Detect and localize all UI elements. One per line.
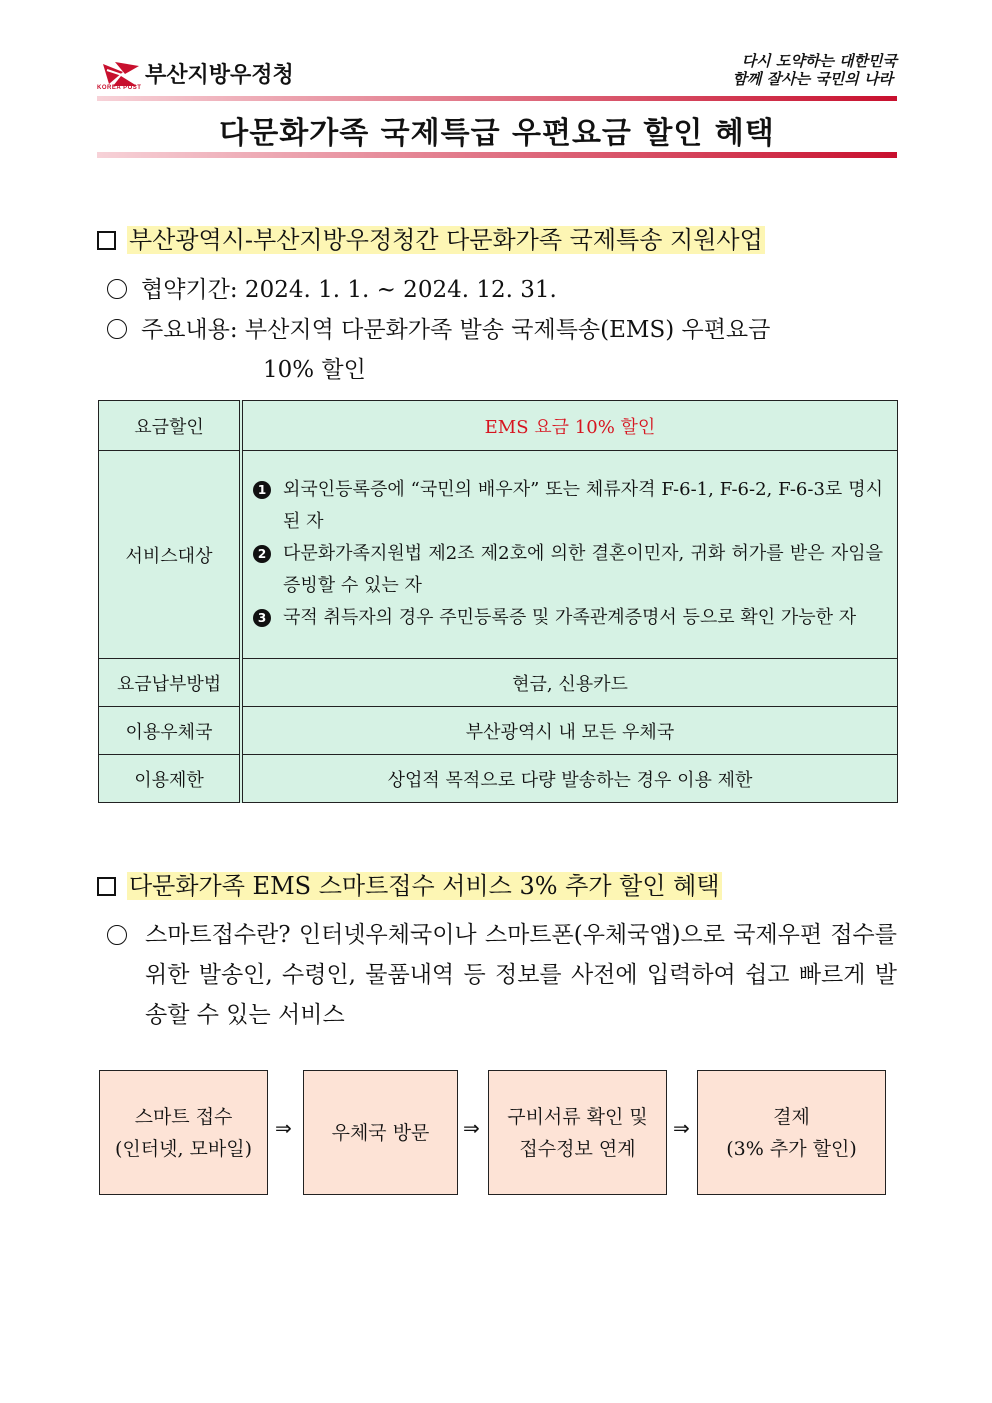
target-text: 다문화가족지원법 제2조 제2호에 의한 결혼이민자, 귀화 허가를 받은 자임을 증빙할 수 있는 자 bbox=[283, 542, 883, 596]
page-title: 다문화가족 국제특급 우편요금 할인 혜택 bbox=[219, 116, 775, 151]
flow-line-2: (3% 추가 할인) bbox=[726, 1137, 857, 1160]
flow-line-1: 구비서류 확인 및 bbox=[507, 1105, 648, 1128]
header bbox=[97, 50, 897, 100]
table-row bbox=[99, 755, 898, 803]
checkbox-square-icon bbox=[97, 231, 116, 250]
table-label: 이용제한 bbox=[99, 755, 242, 803]
table-label: 요금할인 bbox=[99, 401, 242, 451]
target-text: 국적 취득자의 경우 주민등록증 및 가족관계증명서 등으로 확인 가능한 자 bbox=[283, 606, 857, 628]
header-rule bbox=[97, 96, 897, 101]
bullet-agreement-period bbox=[107, 270, 557, 310]
section2-heading-text: 다문화가족 EMS 스마트접수 서비스 3% 추가 할인 혜택 bbox=[129, 872, 720, 900]
table-row bbox=[99, 659, 898, 707]
service-targets bbox=[241, 451, 898, 659]
korea-post-logo-icon bbox=[101, 60, 141, 88]
title-rule bbox=[97, 152, 897, 158]
flow-step-visit-office bbox=[303, 1070, 458, 1195]
flow-line-1: 스마트 접수 bbox=[134, 1105, 233, 1128]
org-name: 부산지방우정청 bbox=[145, 63, 294, 88]
flow-step-document-check bbox=[488, 1070, 667, 1195]
flow-step-payment bbox=[697, 1070, 886, 1195]
smart-reception-description bbox=[107, 915, 897, 1035]
right-arrow-icon: ⇒ bbox=[463, 1116, 480, 1140]
circle-bullet-icon bbox=[107, 319, 127, 339]
flow-line-2: (인터넷, 모바일) bbox=[114, 1137, 253, 1160]
table-row bbox=[99, 401, 898, 451]
table-value: 상업적 목적으로 다량 발송하는 경우 이용 제한 bbox=[241, 755, 898, 803]
bullet-main-content-cont: 10% 할인 bbox=[263, 357, 366, 383]
table-row bbox=[99, 451, 898, 659]
slogan-line-2: 함께 잘사는 국민의 나라 bbox=[732, 70, 893, 88]
bullet-text: 주요내용: 부산지역 다문화가족 발송 국제특송(EMS) 우편요금 bbox=[141, 317, 771, 343]
table-value-discount: EMS 요금 10% 할인 bbox=[241, 401, 898, 451]
section1-heading-text: 부산광역시-부산지방우정청간 다문화가족 국제특송 지원사업 bbox=[129, 226, 763, 254]
number-3-icon: 3 bbox=[253, 609, 271, 627]
table-label: 서비스대상 bbox=[99, 451, 242, 659]
bullet-text: 협약기간: 2024. 1. 1. ~ 2024. 12. 31. bbox=[141, 277, 557, 303]
flow-step-smart-reception bbox=[99, 1070, 268, 1195]
list-item bbox=[253, 538, 883, 602]
flow-line-1: 결제 bbox=[773, 1105, 810, 1128]
number-2-icon: 2 bbox=[253, 545, 271, 563]
list-item bbox=[253, 474, 883, 538]
slogan-line-1: 다시 도약하는 대한민국 bbox=[741, 52, 897, 70]
right-arrow-icon: ⇒ bbox=[673, 1116, 690, 1140]
target-text: 외국인등록증에 “국민의 배우자” 또는 체류자격 F-6-1, F-6-2, F-6-3로 명시된 자 bbox=[283, 478, 883, 532]
checkbox-square-icon bbox=[97, 877, 116, 896]
table-value: 현금, 신용카드 bbox=[241, 659, 898, 707]
circle-bullet-icon bbox=[107, 925, 127, 945]
section2-heading bbox=[97, 866, 722, 901]
list-item bbox=[253, 602, 883, 634]
number-1-icon: 1 bbox=[253, 481, 271, 499]
circle-bullet-icon bbox=[107, 279, 127, 299]
bullet-text: 스마트접수란? 인터넷우체국이나 스마트폰(우체국앱)으로 국제우편 접수를 위한 발송인, 수령인, 물품내역 등 정보를 사전에 입력하여 쉽고 빠르게 발송할 수 있는 서비스 bbox=[145, 922, 897, 1028]
flow-line-2: 접수정보 연계 bbox=[519, 1137, 636, 1160]
flow-line-1: 우체국 방문 bbox=[331, 1121, 430, 1144]
section1-heading bbox=[97, 220, 765, 255]
slogan bbox=[732, 52, 897, 88]
table-label: 이용우체국 bbox=[99, 707, 242, 755]
table-value: 부산광역시 내 모든 우체국 bbox=[241, 707, 898, 755]
benefit-table bbox=[98, 400, 898, 803]
bullet-main-content bbox=[107, 310, 770, 350]
logo-subtext: KOREA POST bbox=[97, 85, 142, 91]
table-label: 요금납부방법 bbox=[99, 659, 242, 707]
table-row bbox=[99, 707, 898, 755]
right-arrow-icon: ⇒ bbox=[275, 1116, 292, 1140]
